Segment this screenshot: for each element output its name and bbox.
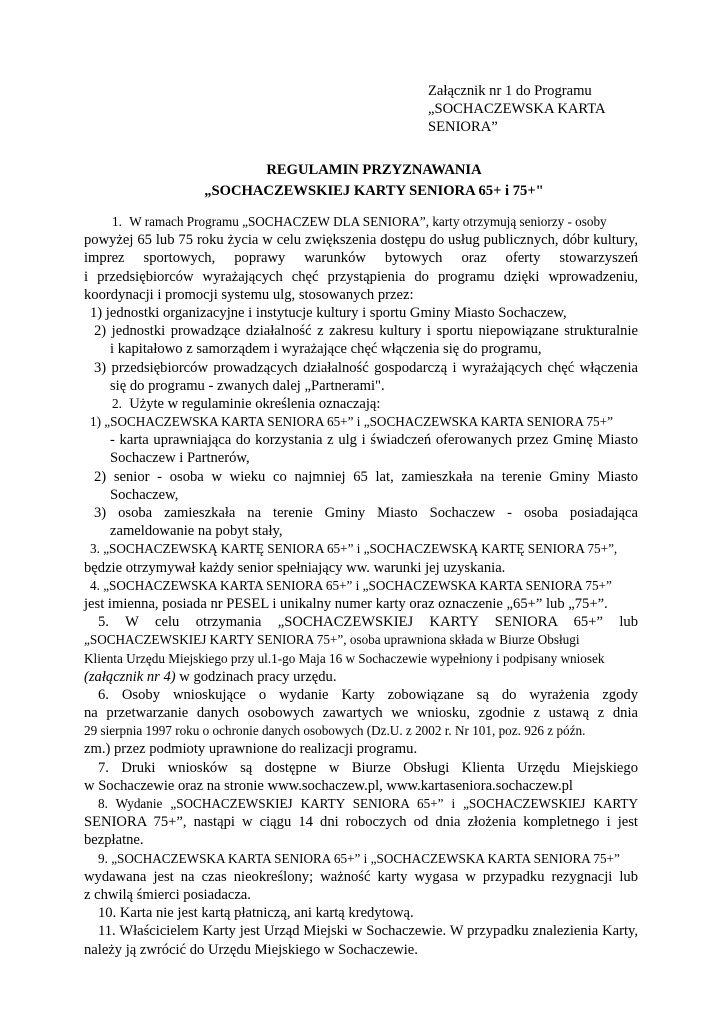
paragraph-2-number: 2.: [112, 395, 122, 411]
paragraph-5-line-1: 5. W celu otrzymania „SOCHACZEWSKIEJ KARTY SENIORA 65+” lub: [98, 614, 638, 631]
paragraph-3-line-1: 3. „SOCHACZEWSKĄ KARTĘ SENIORA 65+” i „SOCHACZEWSKĄ KARTĘ SENIORA 75+”,: [90, 541, 618, 557]
paragraph-1-line-3: imprez sportowych, poprawy warunków bytowych oraz oferty stowarzyszeń: [84, 250, 638, 267]
paragraph-11-line-1: 11. Właścicielem Karty jest Urząd Miejski w Sochaczewie. W przypadku znalezienia Karty,: [98, 923, 638, 940]
paragraph-5-line-3: Klienta Urzędu Miejskiego przy ul.1-go Maja 16 w Sochaczewie wypełniony i podpisany wniosek: [84, 650, 605, 666]
annex-line-3: SENIORA”: [428, 119, 498, 135]
paragraph-1-item-2a: 2) jednostki prowadzące działalność z zakresu kultury i sportu niepowiązane strukturalnie: [94, 323, 638, 340]
paragraph-2-item-1c: Sochaczew i Partnerów,: [110, 450, 250, 467]
paragraph-1-item-1: 1) jednostki organizacyjne i instytucje kultury i sportu Gminy Miasto Sochaczew,: [90, 304, 567, 321]
paragraph-7-line-2: w Sochaczewie oraz na stronie www.sochaczew.pl, www.kartaseniora.sochaczew.pl: [84, 777, 573, 794]
paragraph-9-line-1: 9. „SOCHACZEWSKA KARTA SENIORA 65+” i „SOCHACZEWSKA KARTA SENIORA 75+”: [98, 850, 620, 866]
paragraph-2-line-1: [84, 395, 638, 413]
paragraph-2-item-3a: 3) osoba zamieszkała na terenie Gminy Miasto Sochaczew - osoba posiadająca: [94, 505, 638, 521]
paragraph-5-line-2: „SOCHACZEWSKIEJ KARTY SENIORA 75+”, osoba uprawniona składa w Biurze Obsługi: [84, 632, 580, 648]
paragraph-3-line-2: będzie otrzymywał każdy senior spełniający ww. warunki jej uzyskania.: [84, 559, 506, 576]
paragraph-1-line-2: powyżej 65 lub 75 roku życia w celu zwiększenia dostępu do usług publicznych, dóbr kultury,: [84, 232, 638, 249]
paragraph-2-item-1a: 1) „SOCHACZEWSKA KARTA SENIORA 65+” i „SOCHACZEWSKA KARTA SENIORA 75+”: [90, 414, 613, 430]
paragraph-4-line-1: 4. „SOCHACZEWSKA KARTA SENIORA 65+” i „SOCHACZEWSKA KARTA SENIORA 75+”: [90, 577, 612, 593]
paragraph-1-lead: W ramach Programu „SOCHACZEW DLA SENIORA”, karty otrzymują seniorzy - osoby: [129, 214, 607, 229]
title-line-2: „SOCHACZEWSKIEJ KARTY SENIORA 65+ i 75+": [204, 183, 544, 199]
paragraph-2-item-2b: Sochaczew,: [110, 486, 179, 503]
paragraph-2-item-2a: 2) senior - osoba w wieku co najmniej 65 lat, zamieszkała na terenie Gminy Miasto: [94, 468, 638, 485]
paragraph-1-item-3b: się do programu - zwanych dalej „Partnerami".: [110, 377, 385, 394]
paragraph-7-line-1: 7. Druki wniosków są dostępne w Biurze Obsługi Klienta Urzędu Miejskiego: [98, 759, 638, 776]
paragraph-6-line-2: na przetwarzanie danych osobowych zawartych we wniosku, zgodnie z ustawą z dnia: [84, 705, 638, 722]
paragraph-2-item-3b: zameldowanie na pobyt stały,: [110, 523, 283, 540]
paragraph-9-line-3: z chwilą śmierci posiadacza.: [84, 886, 251, 903]
annex-line-2: „SOCHACZEWSKA KARTA: [428, 101, 606, 117]
paragraph-6-line-4: zm.) przez podmioty uprawnione do realizacji programu.: [84, 741, 418, 758]
paragraph-1-number: 1.: [112, 214, 122, 229]
paragraph-10-line-1: 10. Karta nie jest kartą płatniczą, ani kartą kredytową.: [98, 905, 414, 922]
paragraph-8-line-1: 8. Wydanie „SOCHACZEWSKIEJ KARTY SENIORA 65+” i „SOCHACZEWSKIEJ KARTY: [98, 796, 638, 811]
annex-reference: (załącznik nr 4): [84, 668, 176, 685]
paragraph-1-item-2b: i kapitałowo z samorządem i wyrażające chęć włączenia się do programu,: [110, 341, 542, 358]
regulation-body: [84, 213, 638, 959]
paragraph-9-line-2: wydawana jest na czas nieokreślony; ważność karty wygasa w przypadku rezygnacji lub: [84, 868, 638, 885]
paragraph-4-line-2: jest imienna, posiada nr PESEL i unikalny numer karty oraz oznaczenie „65+” lub „75+”.: [84, 595, 608, 612]
paragraph-8-line-2: SENIORA 75+”, nastąpi w ciągu 14 dni roboczych od dnia złożenia kompletnego i jest: [84, 814, 638, 831]
paragraph-1-line-1: [84, 213, 638, 231]
paragraph-1-item-3a: 3) przedsiębiorców prowadzących działalność gospodarczą i wyrażających chęć włączenia: [94, 359, 638, 376]
annex-line-1: Załącznik nr 1 do Programu: [428, 83, 592, 99]
paragraph-11-line-2: należy ją zwrócić do Urzędu Miejskiego w Sochaczewie.: [84, 941, 418, 958]
paragraph-6-line-3: 29 sierpnia 1997 roku o ochronie danych osobowych (Dz.U. z 2002 r. Nr 101, poz. 926 z późn.: [84, 723, 586, 739]
paragraph-8-line-3: bezpłatne.: [84, 832, 144, 849]
annex-note: [428, 82, 648, 136]
document-title: [0, 160, 724, 202]
paragraph-1-line-4: i przedsiębiorców wyrażających chęć przystąpienia do programu dzięki wprowadzeniu,: [84, 268, 638, 285]
paragraph-1-line-5: koordynacji i promocji systemu ulg, stosowanych przez:: [84, 286, 414, 303]
paragraph-2-lead: Użyte w regulaminie określenia oznaczają:: [129, 395, 381, 412]
paragraph-2-item-1b: - karta uprawniająca do korzystania z ulg i świadczeń oferowanych przez Gminę Miasto: [110, 432, 638, 449]
paragraph-6-line-1: 6. Osoby wnioskujące o wydanie Karty zobowiązane są do wyrażenia zgody: [98, 686, 638, 703]
paragraph-5-line-4: [84, 668, 638, 686]
paragraph-5-line-4-rest: w godzinach pracy urzędu.: [175, 668, 337, 685]
title-line-1: REGULAMIN PRZYZNAWANIA: [266, 162, 482, 178]
